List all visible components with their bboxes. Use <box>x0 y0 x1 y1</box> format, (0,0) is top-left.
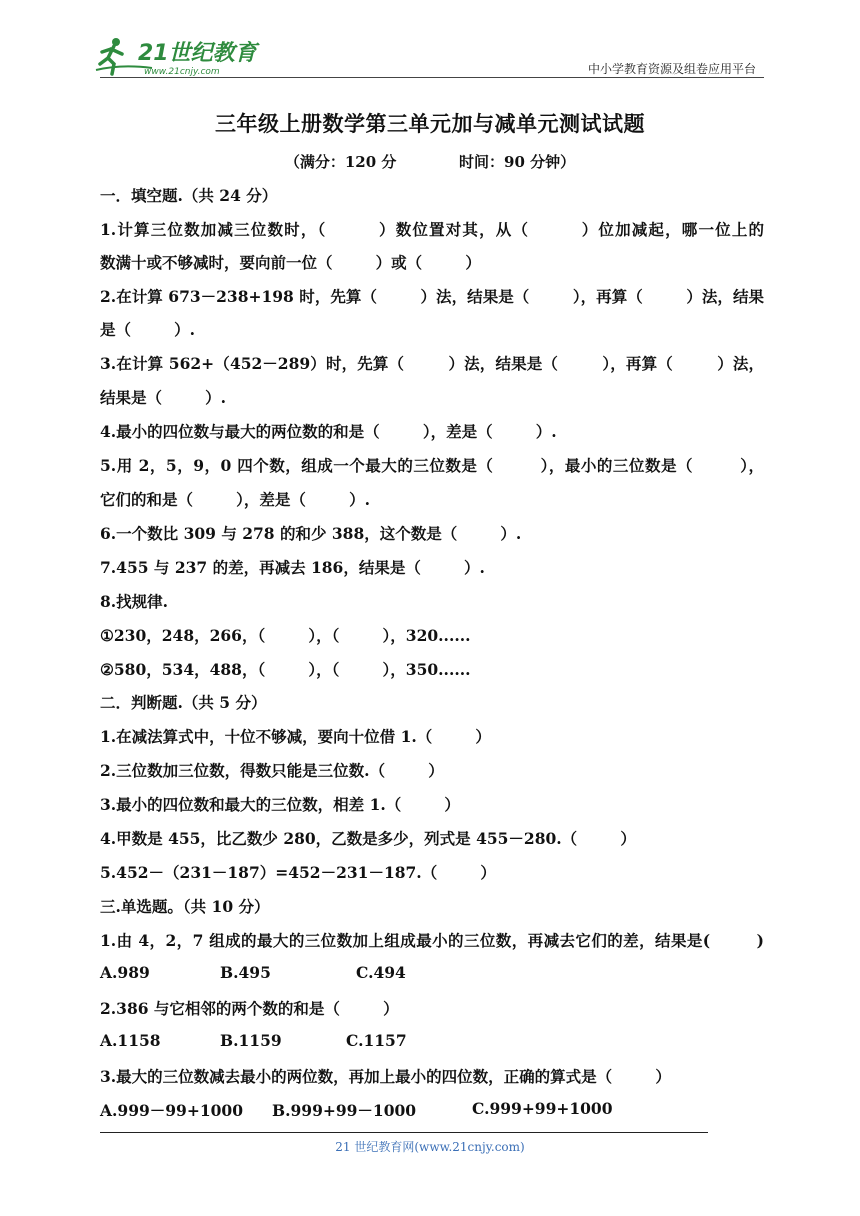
choice-option: A.999－99+1000 <box>100 1101 243 1120</box>
question-text: 1.计算三位数加减三位数时，（ ）数位置对其，从（ ）位加减起，哪一位上的 <box>100 220 764 239</box>
question-text: 2.三位数加三位数，得数只能是三位数.（ ） <box>100 761 444 780</box>
section-heading-fill-blank: 一．填空题.（共 24 分） <box>100 186 278 205</box>
section-heading-true-false: 二．判断题.（共 5 分） <box>100 693 267 712</box>
choice-option: B.999+99－1000 <box>272 1101 417 1120</box>
choice-option: C.1157 <box>346 1031 407 1050</box>
logo-url: www.21cnjy.com <box>144 67 220 77</box>
choice-option: C.999+99+1000 <box>472 1099 613 1118</box>
choice-option: B.1159 <box>220 1031 282 1050</box>
footer-divider <box>100 1132 708 1133</box>
question-text: 2.386 与它相邻的两个数的和是（ ） <box>100 999 399 1018</box>
question-text: 4.最小的四位数与最大的两位数的和是（ ），差是（ ）. <box>100 422 557 441</box>
question-text: 3.最大的三位数减去最小的两位数，再加上最小的四位数，正确的算式是（ ） <box>100 1067 671 1086</box>
choice-option: B.495 <box>220 963 271 982</box>
question-text: 8.找规律. <box>100 592 169 611</box>
question-text: 是（ ）. <box>100 320 196 339</box>
question-text: 2.在计算 673－238+198 时，先算（ ）法，结果是（ ），再算（ ）法，结果 <box>100 287 764 306</box>
header-divider <box>100 77 764 78</box>
question-text: 1.在减法算式中，十位不够减，要向十位借 1.（ ） <box>100 727 491 746</box>
question-text: ①230，248，266，（ ），（ ），320...... <box>100 626 471 645</box>
choice-option: C.494 <box>356 963 406 982</box>
site-logo <box>92 34 262 78</box>
question-text: 结果是（ ）. <box>100 388 227 407</box>
question-text: 3.最小的四位数和最大的三位数，相差 1.（ ） <box>100 795 460 814</box>
footer-link[interactable]: 21 世纪教育网(www.21cnjy.com) <box>335 1140 525 1154</box>
page-title: 三年级上册数学第三单元加与减单元测试试题 <box>215 111 645 136</box>
question-text: 5.452－（231－187）=452－231－187.（ ） <box>100 863 496 882</box>
question-text: 数满十或不够减时，要向前一位（ ）或（ ） <box>100 253 481 272</box>
page-subtitle: （满分：120 分 时间：90 分钟） <box>284 153 576 171</box>
question-text: 它们的和是（ ），差是（ ）. <box>100 490 370 509</box>
question-text: 7.455 与 237 的差，再减去 186，结果是（ ）. <box>100 558 485 577</box>
header-tagline: 中小学教育资源及组卷应用平台 <box>587 62 756 76</box>
runner-logo-icon <box>92 34 262 78</box>
choice-option: A.1158 <box>100 1031 161 1050</box>
question-text: 5.用 2，5，9，0 四个数，组成一个最大的三位数是（ ），最小的三位数是（ ）， <box>100 456 764 475</box>
question-text: 4.甲数是 455，比乙数少 280，乙数是多少，列式是 455－280.（ ） <box>100 829 636 848</box>
choice-option: A.989 <box>100 963 150 982</box>
question-text: ②580，534，488，（ ），（ ），350...... <box>100 660 471 679</box>
logo-text: 21世纪教育 <box>138 41 257 66</box>
question-text: 1.由 4，2，7 组成的最大的三位数加上组成最小的三位数，再减去它们的差，结果是( ) <box>100 931 764 950</box>
question-text: 3.在计算 562+（452－289）时，先算（ ）法，结果是（ ），再算（ ）法， <box>100 354 765 373</box>
section-heading-multiple-choice: 三.单选题。（共 10 分） <box>100 897 270 916</box>
question-text: 6.一个数比 309 与 278 的和少 388，这个数是（ ）. <box>100 524 522 543</box>
